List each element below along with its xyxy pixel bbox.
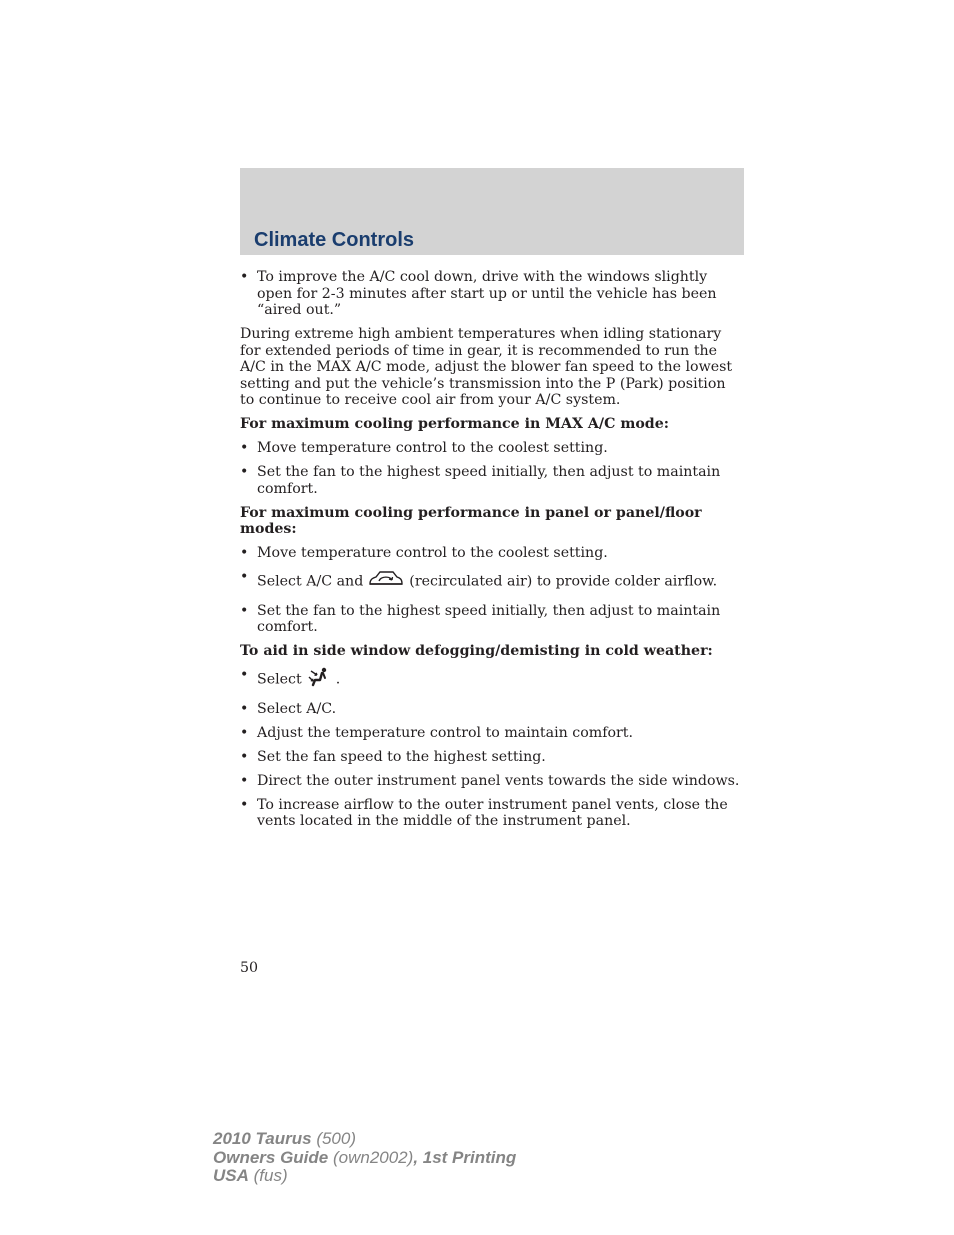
recirculated-air-icon <box>367 569 405 594</box>
list-item: • To improve the A/C cool down, drive with the windows slightly open for 2-3 minutes after start up or until the vehicle has been “aired out.” <box>240 269 717 318</box>
list-item: • Select A/C and (recirculated air) to provide colder airflow. <box>240 569 744 594</box>
footer-line-market: USA (fus) <box>213 1166 288 1185</box>
section-heading-panel: For maximum cooling performance in panel or panel/floor modes: <box>240 504 702 537</box>
list-item: • Move temperature control to the coolest setting. <box>240 440 608 456</box>
list-item: • Adjust the temperature control to maintain comfort. <box>240 724 634 741</box>
page-number: 50 <box>240 960 259 976</box>
document-footer <box>213 1130 516 1186</box>
section-header-band <box>240 168 744 255</box>
list-item: • Set the fan speed to the highest setting. <box>240 748 546 765</box>
list-item: • To increase airflow to the outer instrument panel vents, close the vents located in the middle of the instrument panel. <box>240 796 728 829</box>
list-item: • Select . <box>240 667 744 692</box>
list-item: • Select A/C. <box>240 700 337 717</box>
page-content <box>240 269 744 837</box>
section-title: Climate Controls <box>254 229 415 251</box>
footer-line-model: 2010 Taurus (500) <box>213 1129 357 1148</box>
section-heading-defog: To aid in side window defogging/demisting in cold weather: <box>240 643 713 659</box>
floor-defrost-icon <box>308 667 330 692</box>
list-item: • Set the fan to the highest speed initially, then adjust to maintain comfort. <box>240 602 721 635</box>
list-item: • Direct the outer instrument panel vents towards the side windows. <box>240 772 740 789</box>
footer-line-guide: Owners Guide (own2002), 1st Printing <box>213 1147 517 1167</box>
section-heading-max-ac: For maximum cooling performance in MAX A/C mode: <box>240 416 669 432</box>
list-item: • Set the fan to the highest speed initially, then adjust to maintain comfort. <box>240 464 721 497</box>
body-paragraph: During extreme high ambient temperatures when idling stationary for extended periods of time in gear, it is recommended to run the A/C in the MAX A/C mode, adjust the blower fan speed to the lowest setting and put the vehicle’s transmission into the P (Park) position to continue to receive cool air from your A/C system. <box>240 326 733 408</box>
list-item: • Move temperature control to the coolest setting. <box>240 545 608 561</box>
